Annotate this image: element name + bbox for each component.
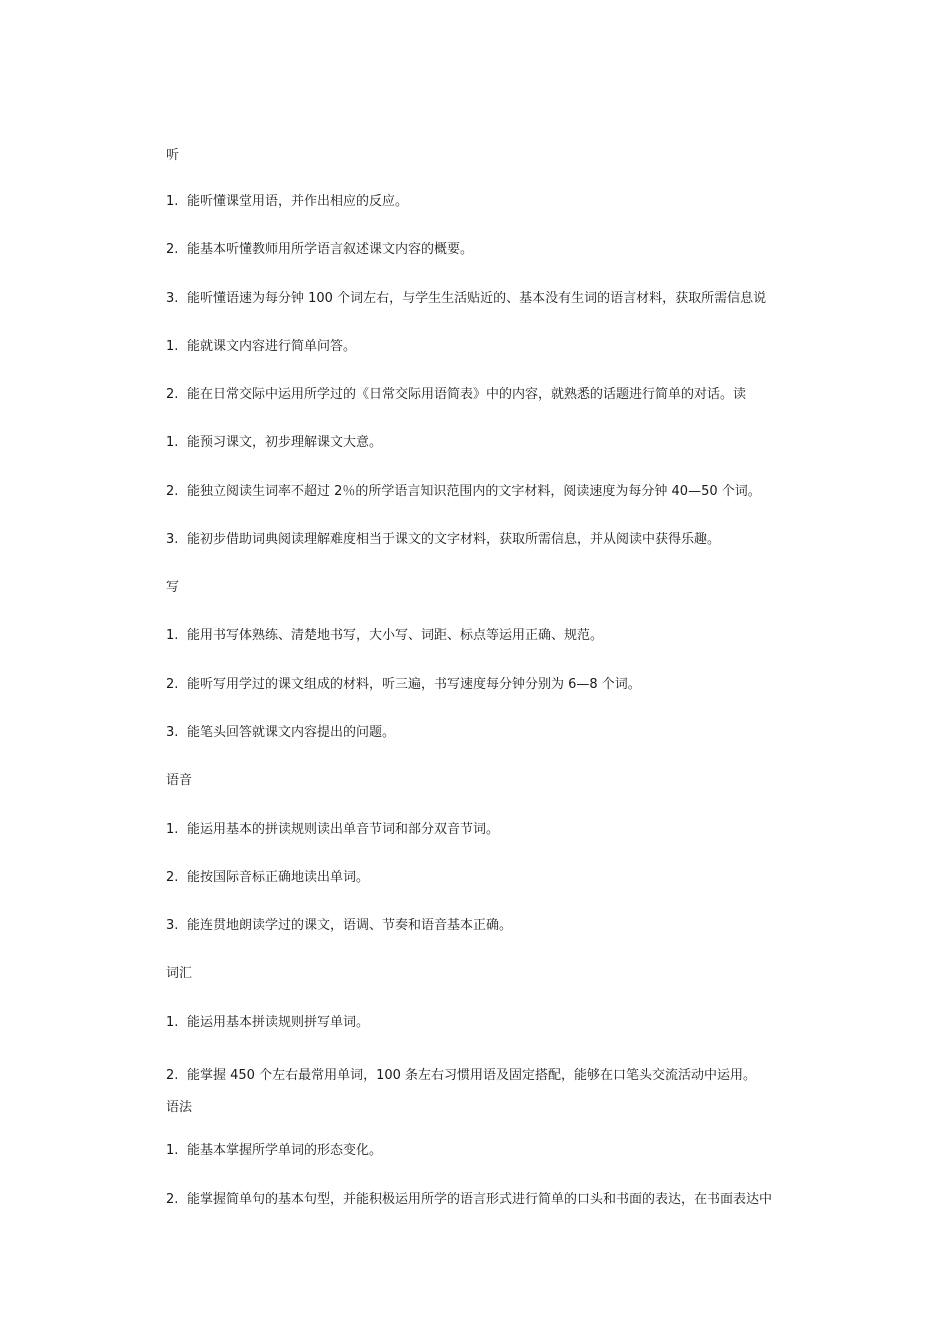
section-heading-vocabulary: 词汇 <box>166 966 193 981</box>
list-item <box>166 532 720 548</box>
list-item <box>166 822 499 838</box>
item-text: 能运用基本拼读规则拼写单词。 <box>187 1015 370 1030</box>
list-item <box>166 339 356 355</box>
list-item <box>166 387 746 403</box>
section-heading-phonetics: 语音 <box>166 773 193 788</box>
item-text: 能掌握简单句的基本句型，并能积极运用所学的语言形式进行简单的口头和书面的表达，在书面表达中 <box>187 1192 773 1207</box>
list-item <box>166 628 603 644</box>
list-item <box>166 870 369 886</box>
list-item <box>166 242 473 258</box>
item-text: 能按国际音标正确地读出单词。 <box>187 870 370 885</box>
section-heading-grammar: 语法 <box>166 1100 193 1115</box>
item-number: 3. <box>166 291 179 306</box>
list-item <box>166 725 395 741</box>
item-number: 3. <box>166 918 179 933</box>
item-text: 能听写用学过的课文组成的材料，听三遍，书写速度每分钟分别为 6—8 个词。 <box>187 677 641 692</box>
section-heading-listening: 听 <box>166 148 180 163</box>
item-number: 1. <box>166 435 179 450</box>
item-text: 能运用基本的拼读规则读出单音节词和部分双音节词。 <box>187 822 500 837</box>
item-number: 2. <box>166 1068 179 1083</box>
item-text: 能基本掌握所学单词的形态变化。 <box>187 1143 383 1158</box>
item-text: 能用书写体熟练、清楚地书写，大小写、词距、标点等运用正确、规范。 <box>187 628 604 643</box>
item-text: 能基本听懂教师用所学语言叙述课文内容的概要。 <box>187 242 474 257</box>
item-number: 3. <box>166 725 179 740</box>
item-number: 2. <box>166 387 179 402</box>
list-item <box>166 484 761 500</box>
item-number: 2. <box>166 870 179 885</box>
list-item <box>166 435 382 451</box>
list-item <box>166 918 512 934</box>
item-number: 2. <box>166 1192 179 1207</box>
item-number: 1. <box>166 822 179 837</box>
item-text: 能独立阅读生词率不超过 2％的所学语言知识范围内的文字材料，阅读速度为每分钟 40—50 个词。 <box>187 484 761 499</box>
list-item <box>166 291 766 307</box>
item-text: 能听懂课堂用语，并作出相应的反应。 <box>187 194 409 209</box>
list-item <box>166 194 408 210</box>
item-number: 1. <box>166 1143 179 1158</box>
item-number: 3. <box>166 532 179 547</box>
list-item <box>166 1068 756 1084</box>
item-number: 2. <box>166 242 179 257</box>
item-text: 能听懂语速为每分钟 100 个词左右，与学生生活贴近的、基本没有生词的语言材料，获取所需信息说 <box>187 291 767 306</box>
list-item <box>166 1015 369 1031</box>
item-text: 能连贯地朗读学过的课文，语调、节奏和语音基本正确。 <box>187 918 513 933</box>
item-number: 2. <box>166 484 179 499</box>
item-text: 能预习课文，初步理解课文大意。 <box>187 435 383 450</box>
item-number: 1. <box>166 1015 179 1030</box>
item-number: 1. <box>166 339 179 354</box>
section-heading-writing: 写 <box>166 580 180 595</box>
item-number: 1. <box>166 194 179 209</box>
list-item <box>166 1143 382 1159</box>
list-item <box>166 1192 772 1208</box>
list-item <box>166 677 641 693</box>
item-text: 能就课文内容进行简单问答。 <box>187 339 357 354</box>
item-number: 2. <box>166 677 179 692</box>
item-text: 能笔头回答就课文内容提出的问题。 <box>187 725 396 740</box>
item-text: 能掌握 450 个左右最常用单词，100 条左右习惯用语及固定搭配，能够在口笔头交流活动中运用。 <box>187 1068 757 1083</box>
item-text: 能初步借助词典阅读理解难度相当于课文的文字材料，获取所需信息，并从阅读中获得乐趣。 <box>187 532 721 547</box>
item-text: 能在日常交际中运用所学过的《日常交际用语简表》中的内容，就熟悉的话题进行简单的对话。读 <box>187 387 747 402</box>
item-number: 1. <box>166 628 179 643</box>
